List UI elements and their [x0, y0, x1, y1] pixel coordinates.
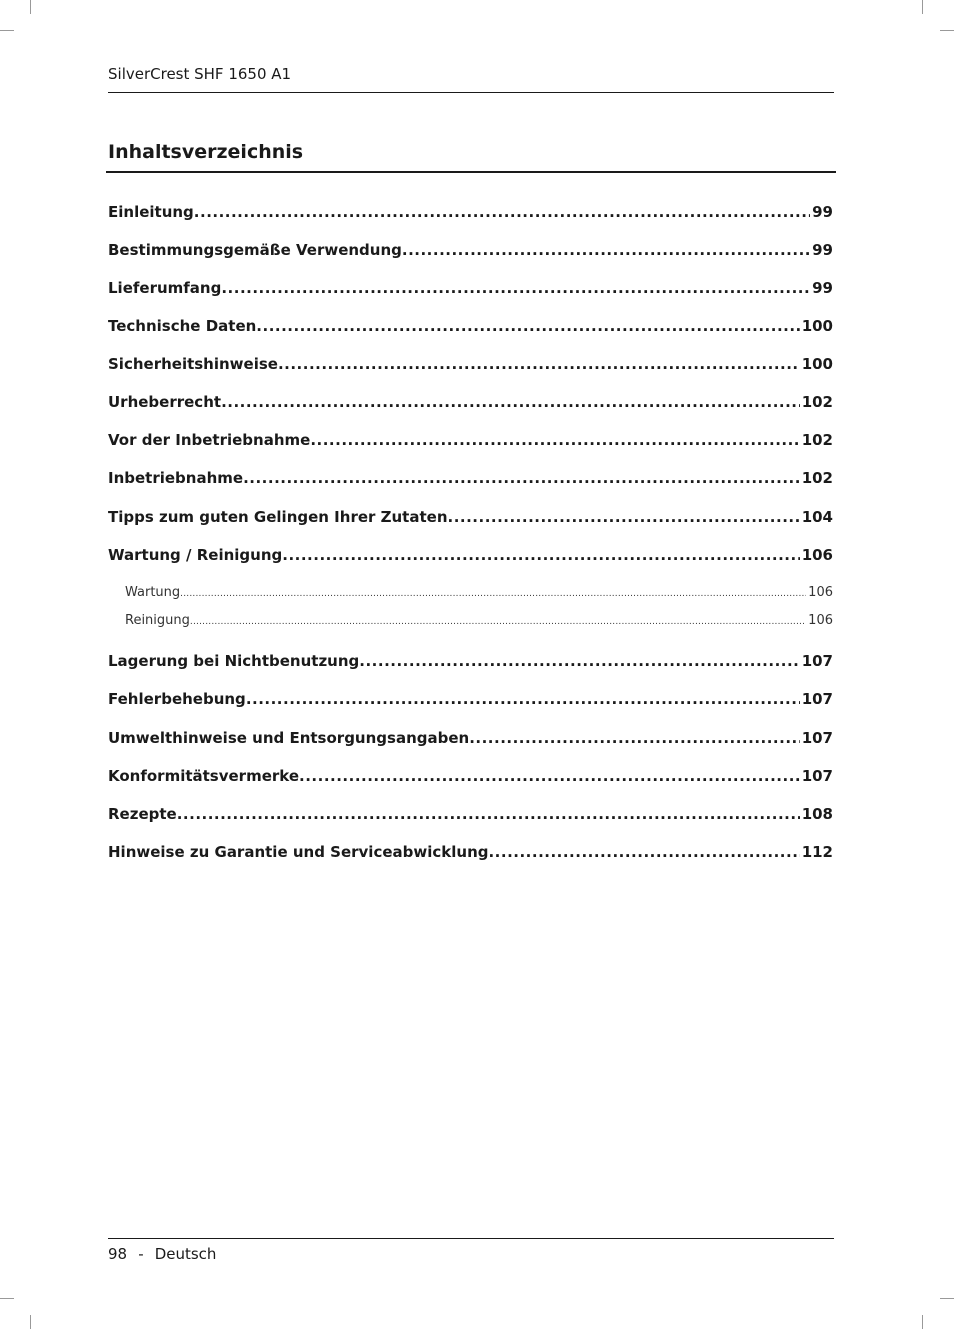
toc-dot-leader: [488, 841, 799, 863]
page-title: Inhaltsverzeichnis: [108, 141, 304, 163]
page-footer: [108, 1238, 834, 1265]
toc-dot-leader: [469, 727, 799, 749]
toc-dot-leader: [402, 239, 810, 261]
toc-entry[interactable]: [108, 650, 833, 672]
toc-entry[interactable]: [108, 467, 833, 489]
toc-entry-label: Umwelthinweise und Entsorgungsangaben: [108, 729, 470, 747]
toc-dot-leader: [177, 803, 800, 825]
crop-mark-top-right: [922, 0, 923, 14]
toc-entry[interactable]: [108, 429, 833, 451]
crop-mark-top-right-h: [940, 30, 954, 31]
toc-entry-page: 99: [812, 279, 833, 297]
toc-dot-leader: [221, 277, 810, 299]
toc-entry-page: 107: [801, 729, 833, 747]
toc-entry[interactable]: [108, 688, 833, 710]
toc-entry-page: 106: [801, 546, 833, 564]
toc-entry-label: Wartung: [125, 585, 181, 600]
toc-entry[interactable]: [108, 765, 833, 787]
toc-entry-label: Hinweise zu Garantie und Serviceabwicklung: [108, 843, 489, 861]
toc-entry-label: Urheberrecht: [108, 393, 222, 411]
toc-entry-page: 100: [801, 317, 833, 335]
toc-entry[interactable]: [108, 803, 833, 825]
toc-dot-leader: [190, 611, 806, 631]
toc-entry-label: Wartung / Reinigung: [108, 546, 283, 564]
toc-entry-label: Vor der Inbetriebnahme: [108, 431, 311, 449]
toc-entry-label: Technische Daten: [108, 317, 257, 335]
footer-separator: -: [138, 1245, 144, 1263]
toc-dot-leader: [243, 467, 800, 489]
toc-dot-leader: [194, 201, 810, 223]
toc-entry-page: 102: [801, 393, 833, 411]
crop-mark-top-left-h: [0, 30, 14, 31]
toc-entry-page: 107: [801, 690, 833, 708]
toc-entry-page: 104: [801, 508, 833, 526]
toc-entry-page: 99: [812, 241, 833, 259]
page-header: [108, 64, 834, 93]
toc-entry[interactable]: [108, 544, 833, 566]
toc-entry[interactable]: [108, 239, 833, 261]
footer-language: Deutsch: [154, 1245, 217, 1263]
toc-entry-page: 106: [808, 585, 833, 600]
toc-entry-label: Konformitätsvermerke: [108, 767, 300, 785]
toc-title-block: [106, 138, 836, 173]
crop-mark-bottom-right: [922, 1315, 923, 1329]
toc-dot-leader: [180, 583, 806, 603]
header-product-name: SilverCrest SHF 1650 A1: [108, 65, 292, 83]
toc-dot-leader: [256, 315, 799, 337]
toc-entry[interactable]: [108, 727, 833, 749]
toc-dot-leader: [221, 391, 800, 413]
toc-entry[interactable]: [108, 315, 833, 337]
toc-dot-leader: [310, 429, 799, 451]
toc-entry-label: Rezepte: [108, 805, 177, 823]
toc-entry-page: 108: [801, 805, 833, 823]
toc-entry[interactable]: [108, 841, 833, 863]
toc-entry-label: Tipps zum guten Gelingen Ihrer Zutaten: [108, 508, 448, 526]
toc-entry-page: 102: [801, 431, 833, 449]
toc-entry-page: 112: [801, 843, 833, 861]
footer-page-number: 98: [108, 1245, 128, 1263]
toc-entry-page: 99: [812, 203, 833, 221]
toc-dot-leader: [299, 765, 800, 787]
toc-entry-label: Einleitung: [108, 203, 194, 221]
toc-entry-label: Inbetriebnahme: [108, 469, 244, 487]
toc-entry-page: 107: [801, 652, 833, 670]
toc-entry-label: Reinigung: [125, 613, 190, 628]
toc-entry-label: Sicherheitshinweise: [108, 355, 278, 373]
toc-entry[interactable]: [108, 506, 833, 528]
crop-mark-bottom-left: [30, 1315, 31, 1329]
toc-dot-leader: [448, 506, 800, 528]
toc-entry[interactable]: [108, 353, 833, 375]
toc-entry-page: 100: [801, 355, 833, 373]
crop-mark-bottom-right-h: [940, 1298, 954, 1299]
toc-entry-page: 102: [801, 469, 833, 487]
toc-entry[interactable]: [108, 201, 833, 223]
toc-entry-label: Bestimmungsgemäße Verwendung: [108, 241, 402, 259]
toc-entry[interactable]: [108, 277, 833, 299]
toc-entry-page: 107: [801, 767, 833, 785]
toc-entry[interactable]: [108, 391, 833, 413]
toc-entry-label: Lagerung bei Nichtbenutzung: [108, 652, 360, 670]
toc-dot-leader: [278, 353, 800, 375]
crop-mark-bottom-left-h: [0, 1298, 14, 1299]
toc-entry-page: 106: [808, 613, 833, 628]
toc-subentry[interactable]: [125, 583, 833, 603]
toc-entry-label: Fehlerbehebung: [108, 690, 246, 708]
toc-entry-label: Lieferumfang: [108, 279, 222, 297]
toc-subentry[interactable]: [125, 611, 833, 631]
toc-dot-leader: [359, 650, 799, 672]
toc-dot-leader: [282, 544, 799, 566]
crop-mark-top-left: [30, 0, 31, 14]
toc-dot-leader: [246, 688, 800, 710]
